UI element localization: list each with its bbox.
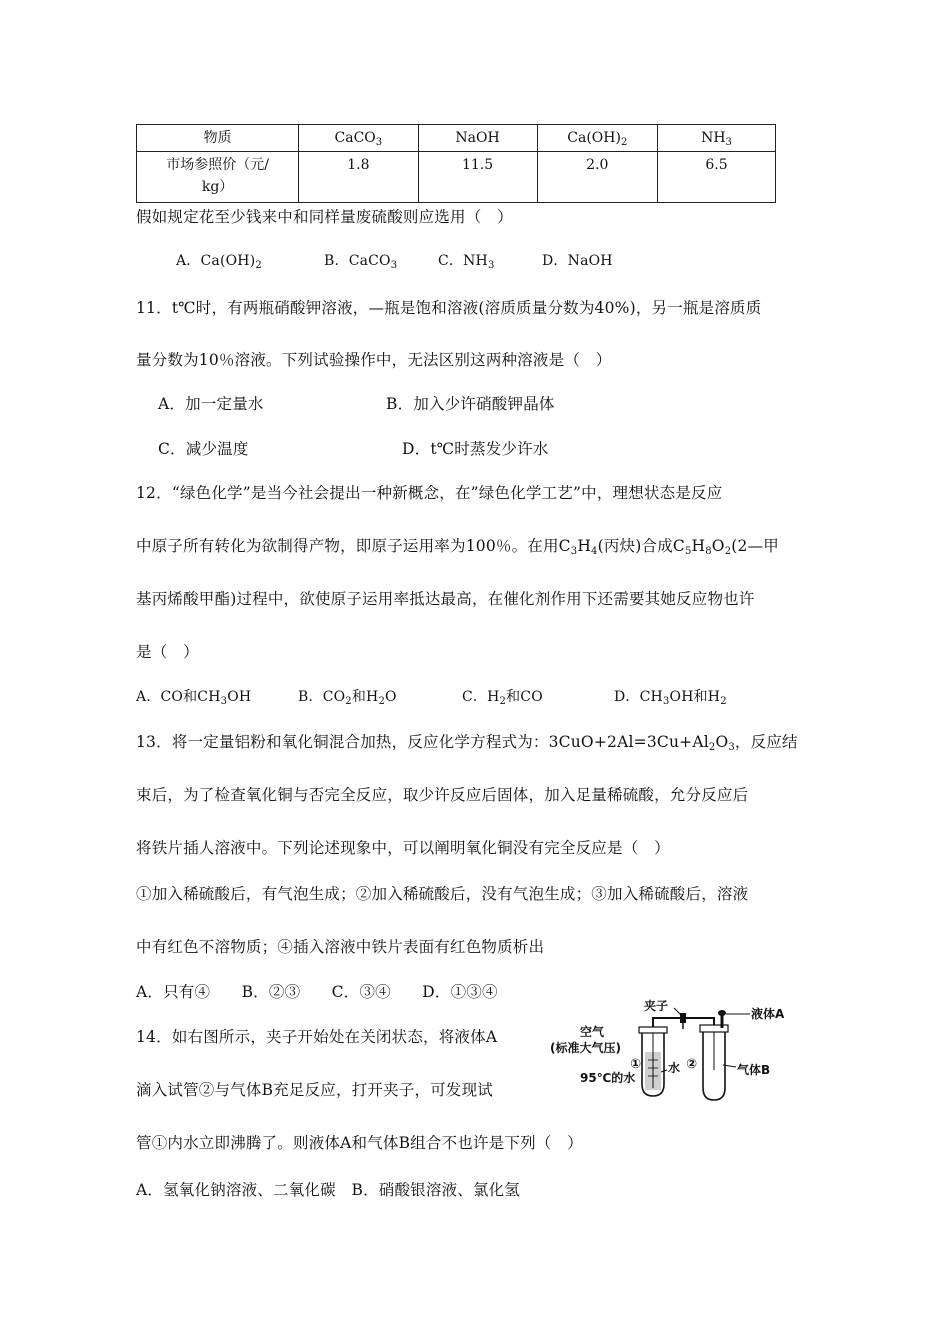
q13-stem-line2: 束后，为了检查氧化铜与否完全反应，取少许反应后固体，加入足量稀硫酸，允分反应后 — [136, 786, 749, 804]
q12-stem-line3: 基丙烯酸甲酯)过程中，欲使原子运用率抵达最高，在催化剂作用下还需要其她反应物也许 — [136, 590, 755, 608]
q12-option-d: D．$CH_3OH$和$H_2$ — [614, 689, 727, 707]
label-tube-1: ① — [630, 1057, 642, 1072]
price-table — [136, 124, 776, 203]
q13-stem-line4: ①加入稀硫酸后，有气泡生成；②加入稀硫酸后，没有气泡生成；③加入稀硫酸后，溶液 — [136, 885, 749, 903]
label-tube-2: ② — [686, 1057, 698, 1072]
q13-stem-line3: 将铁片插人溶液中。下列论述现象中，可以阐明氧化铜没有完全反应是（ ） — [136, 839, 670, 857]
q10-option-a: A．$Ca(OH)_2$ — [176, 253, 262, 271]
q11-stem-line1: 11．t℃时，有两瓶硝酸钾溶液，—瓶是饱和溶液(溶质质量分数为40%)，另一瓶是溶质质 — [136, 299, 762, 317]
price-caco3: 1.8 — [299, 152, 418, 203]
header-caco3: CaCO$_3$ — [299, 125, 418, 152]
q14-stem-line2: 滴入试管②与气体B充足反应，打开夹子，可发现试 — [136, 1081, 493, 1099]
header-caoh2: $Ca(OH)_2$ — [537, 125, 657, 152]
q10-option-b: B．CaCO$_3$ — [324, 253, 398, 271]
header-naoh: NaOH — [418, 125, 537, 152]
header-substance: 物质 — [137, 125, 299, 152]
q13-stem-line5: 中有红色不溶物质；④插入溶液中铁片表面有红色物质析出 — [136, 938, 545, 956]
table-header-row — [137, 125, 776, 152]
header-nh3: $NH_3$ — [657, 125, 775, 152]
q14-options: A．氢氧化钠溶液、二氧化碳 B．硝酸银溶液、氯化氢 — [136, 1181, 521, 1199]
label-air: 空气 — [580, 1025, 605, 1039]
apparatus-figure — [550, 999, 790, 1108]
q10-stem: 假如规定花至少钱来中和同样量废硫酸则应选用（ ） — [136, 208, 513, 226]
q12-option-b: B．$CO_2$和$H_2O$ — [298, 689, 397, 707]
label-hot-water: 95℃的水 — [580, 1071, 636, 1085]
q14-stem-line3: 管①内水立即沸腾了。则液体A和气体B组合不也许是下列（ ） — [136, 1134, 583, 1152]
table-row — [137, 152, 776, 203]
q12-stem-line4: 是（ ） — [136, 643, 199, 661]
price-nh3: 6.5 — [657, 152, 775, 203]
label-liquid-a: 液体A — [751, 1007, 785, 1021]
row-label: 市场参照价（元/ kg） — [137, 152, 299, 203]
q11-stem-line2: 量分数为10％溶液。下列试验操作中，无法区别这两种溶液是（ ） — [136, 351, 612, 369]
q10-option-d: D．NaOH — [542, 253, 613, 269]
price-naoh: 11.5 — [418, 152, 537, 203]
q12-option-a: A．CO和$CH_3OH$ — [136, 689, 252, 707]
q10-option-c: C．$NH_3$ — [438, 253, 495, 271]
label-gas-b: 气体B — [737, 1063, 771, 1077]
label-pressure: (标准大气压) — [550, 1041, 621, 1055]
q13-options: A．只有④ B．②③ C．③④ D．①③④ — [136, 983, 498, 1001]
q12-stem-line1: 12．“绿色化学”是当今社会提出一种新概念，在”绿色化学工艺”中，理想状态是反应 — [136, 484, 723, 502]
q13-stem-line1: 13．将一定量铝粉和氧化铜混合加热，反应化学方程式为：$3CuO+2Al=3Cu+Al_2O_3$，反应结 — [136, 733, 798, 753]
q11-option-b: B．加入少许硝酸钾晶体 — [386, 395, 555, 413]
q12-stem-line2: 中原子所有转化为欲制得产物，即原子运用率为100％。在用$C_3H_4$(丙炔)合成$C_5H_8O_2(2—$甲 — [136, 537, 779, 557]
label-clip: 夹子 — [644, 999, 669, 1013]
q14-stem-line1: 14．如右图所示，夹子开始处在关闭状态，将液体A — [136, 1028, 498, 1046]
q11-option-d: D．t℃时蒸发少许水 — [402, 440, 549, 458]
q11-option-a: A．加一定量水 — [158, 395, 264, 413]
label-water: 水 — [668, 1061, 681, 1075]
q11-option-c: C．减少温度 — [158, 440, 249, 458]
q12-option-c: C．$H_2$和CO — [462, 689, 543, 707]
price-caoh2: 2.0 — [537, 152, 657, 203]
